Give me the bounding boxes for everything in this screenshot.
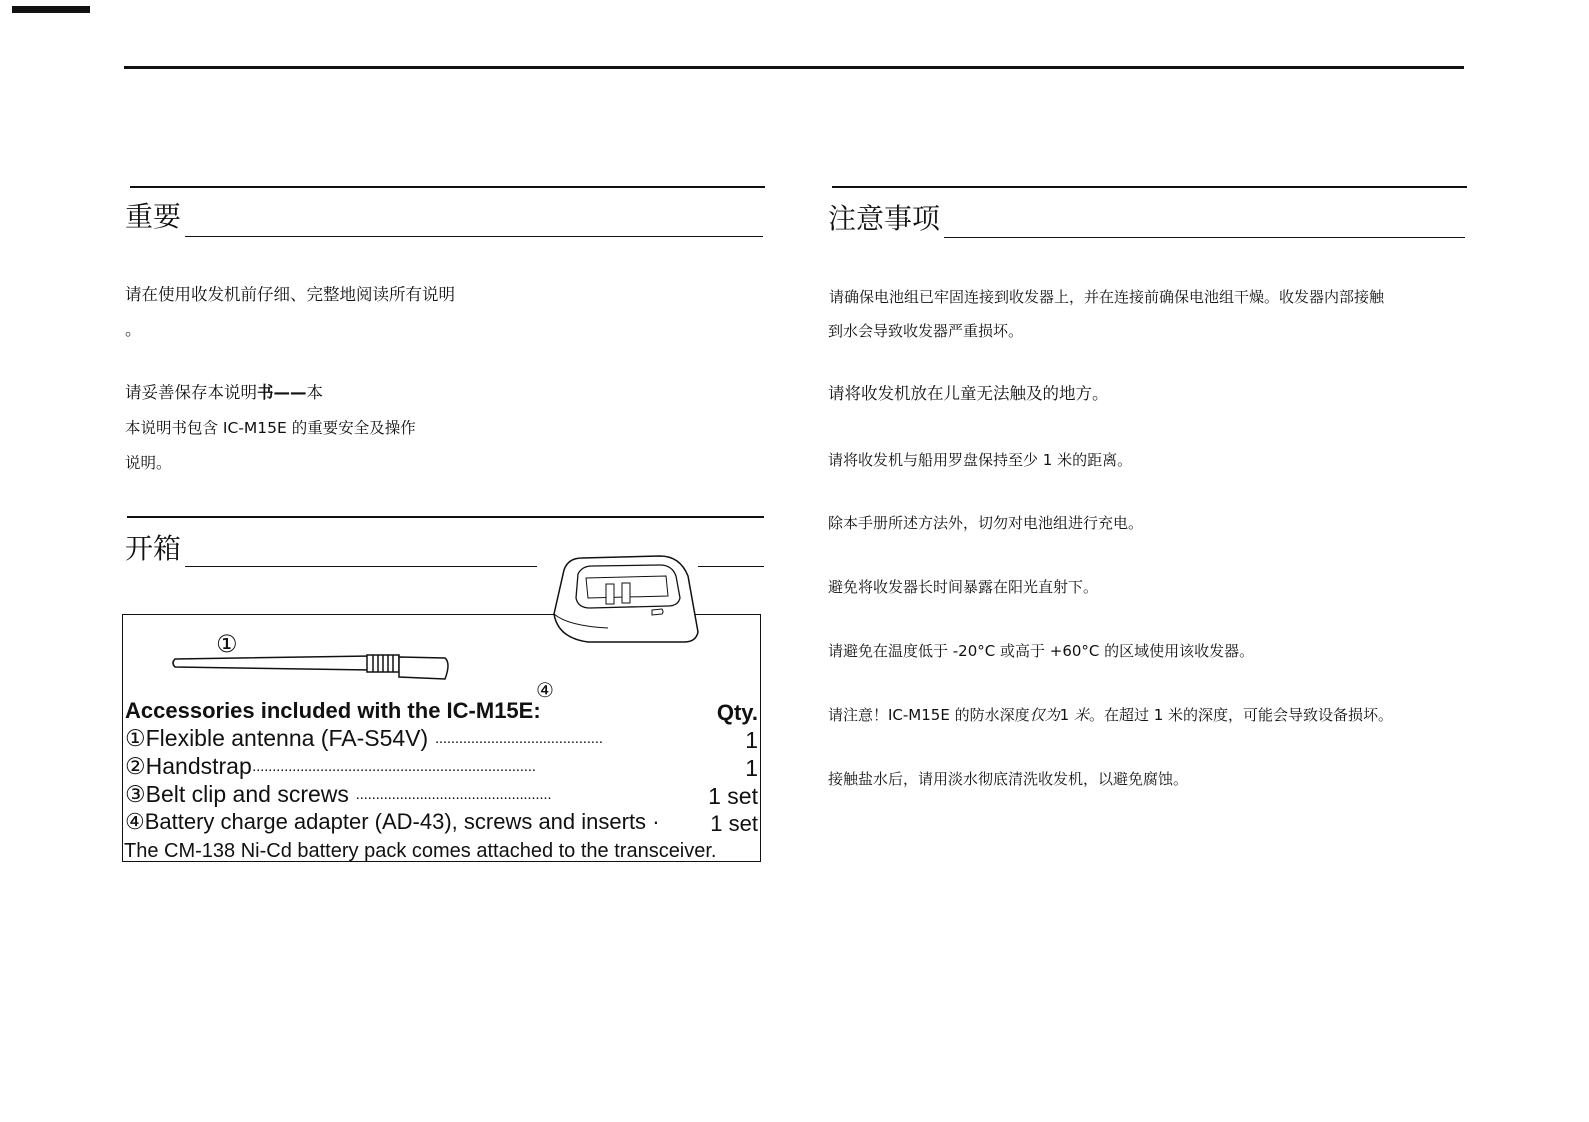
precautions-underline <box>944 237 1465 238</box>
accessory-item-3 <box>125 783 551 806</box>
item-2-num: ② <box>125 753 146 779</box>
callout-4: ④ <box>536 678 554 702</box>
unpacking-underline-right <box>698 566 764 567</box>
waterproof-suffix: 。在超过 1 米的深度，可能会导致设备损坏。 <box>1088 706 1394 724</box>
important-line2-bold: 书—— <box>257 383 307 402</box>
precaution-4: 除本手册所述方法外，切勿对电池组进行充电。 <box>828 514 1144 532</box>
item-3-label: Belt clip and screws <box>145 781 356 807</box>
precaution-8: 接触盐水后，请用淡水彻底清洗收发机，以避免腐蚀。 <box>828 770 1189 788</box>
precaution-3: 请将收发机与船用罗盘保持至少 1 米的距离。 <box>828 451 1133 469</box>
item-4-label: Battery charge adapter (AD-43), screws and inserts <box>144 809 653 834</box>
important-underline <box>185 236 763 237</box>
item-2-qty: 1 <box>745 755 758 781</box>
important-line1: 请在使用收发机前仔细、完整地阅读所有说明 <box>125 285 455 304</box>
important-line2 <box>125 385 323 402</box>
precaution-7 <box>828 708 1393 723</box>
qty-label: Qty. <box>716 700 758 725</box>
item-4-leader: · <box>652 809 660 834</box>
item-4-qty: 1 set <box>710 811 758 836</box>
item-2-leader: ······································································· <box>251 761 536 778</box>
item-3-num: ③ <box>125 781 146 807</box>
accessory-item-1 <box>125 727 602 750</box>
charger-adapter-drawing <box>548 552 704 644</box>
waterproof-prefix: 请注意！IC-M15E 的防水深度 <box>828 706 1030 724</box>
accessory-item-2 <box>125 755 535 778</box>
accessories-figure <box>122 614 761 862</box>
unpacking-heading: 开箱 <box>125 532 182 565</box>
waterproof-only: 仅为 <box>1029 706 1060 724</box>
waterproof-depth: 1 <box>1059 706 1074 724</box>
precaution-2: 请将收发机放在儿童无法触及的地方。 <box>828 384 1109 403</box>
callout-1: ① <box>216 630 238 658</box>
important-line2-suffix: 本 <box>306 383 323 402</box>
item-4-num: ④ <box>125 809 145 834</box>
important-line3: 本说明书包含 IC-M15E 的重要安全及操作 <box>125 419 416 437</box>
battery-note: The CM-138 Ni-Cd battery pack comes attached to the transceiver. <box>124 840 717 862</box>
unpacking-underline-left <box>185 566 537 567</box>
important-line4: 说明。 <box>125 454 172 472</box>
precautions-heading: 注意事项 <box>828 202 941 235</box>
item-2-label: Handstrap <box>145 753 252 779</box>
important-top-rule <box>130 186 765 188</box>
precaution-1a: 请确保电池组已牢固连接到收发器上，并在连接前确保电池组干燥。收发器内部接触 <box>829 288 1385 306</box>
item-1-qty: 1 <box>745 727 758 753</box>
accessory-item-4 <box>125 811 660 833</box>
precaution-5: 避免将收发器长时间暴露在阳光直射下。 <box>828 578 1099 596</box>
important-line1-end: 。 <box>125 320 142 339</box>
waterproof-unit: 米 <box>1073 706 1089 724</box>
precaution-1b: 到水会导致收发器严重损坏。 <box>828 322 1024 340</box>
important-heading: 重要 <box>125 200 182 233</box>
item-3-qty: 1 set <box>708 783 758 809</box>
unpacking-top-rule <box>127 516 764 518</box>
top-rule <box>124 66 1464 69</box>
corner-mark <box>12 6 90 13</box>
item-1-num: ① <box>125 725 146 751</box>
important-line2-prefix: 请妥善保存本说明 <box>125 383 257 402</box>
item-1-leader: ·········································· <box>434 733 603 750</box>
accessories-title: Accessories included with the IC-M15E: <box>125 698 541 723</box>
precautions-top-rule <box>832 186 1467 188</box>
precaution-6: 请避免在温度低于 -20°C 或高于 +60°C 的区域使用该收发器。 <box>828 642 1255 660</box>
item-3-leader: ················································· <box>355 789 552 806</box>
item-1-label: Flexible antenna (FA-S54V) <box>145 725 435 751</box>
